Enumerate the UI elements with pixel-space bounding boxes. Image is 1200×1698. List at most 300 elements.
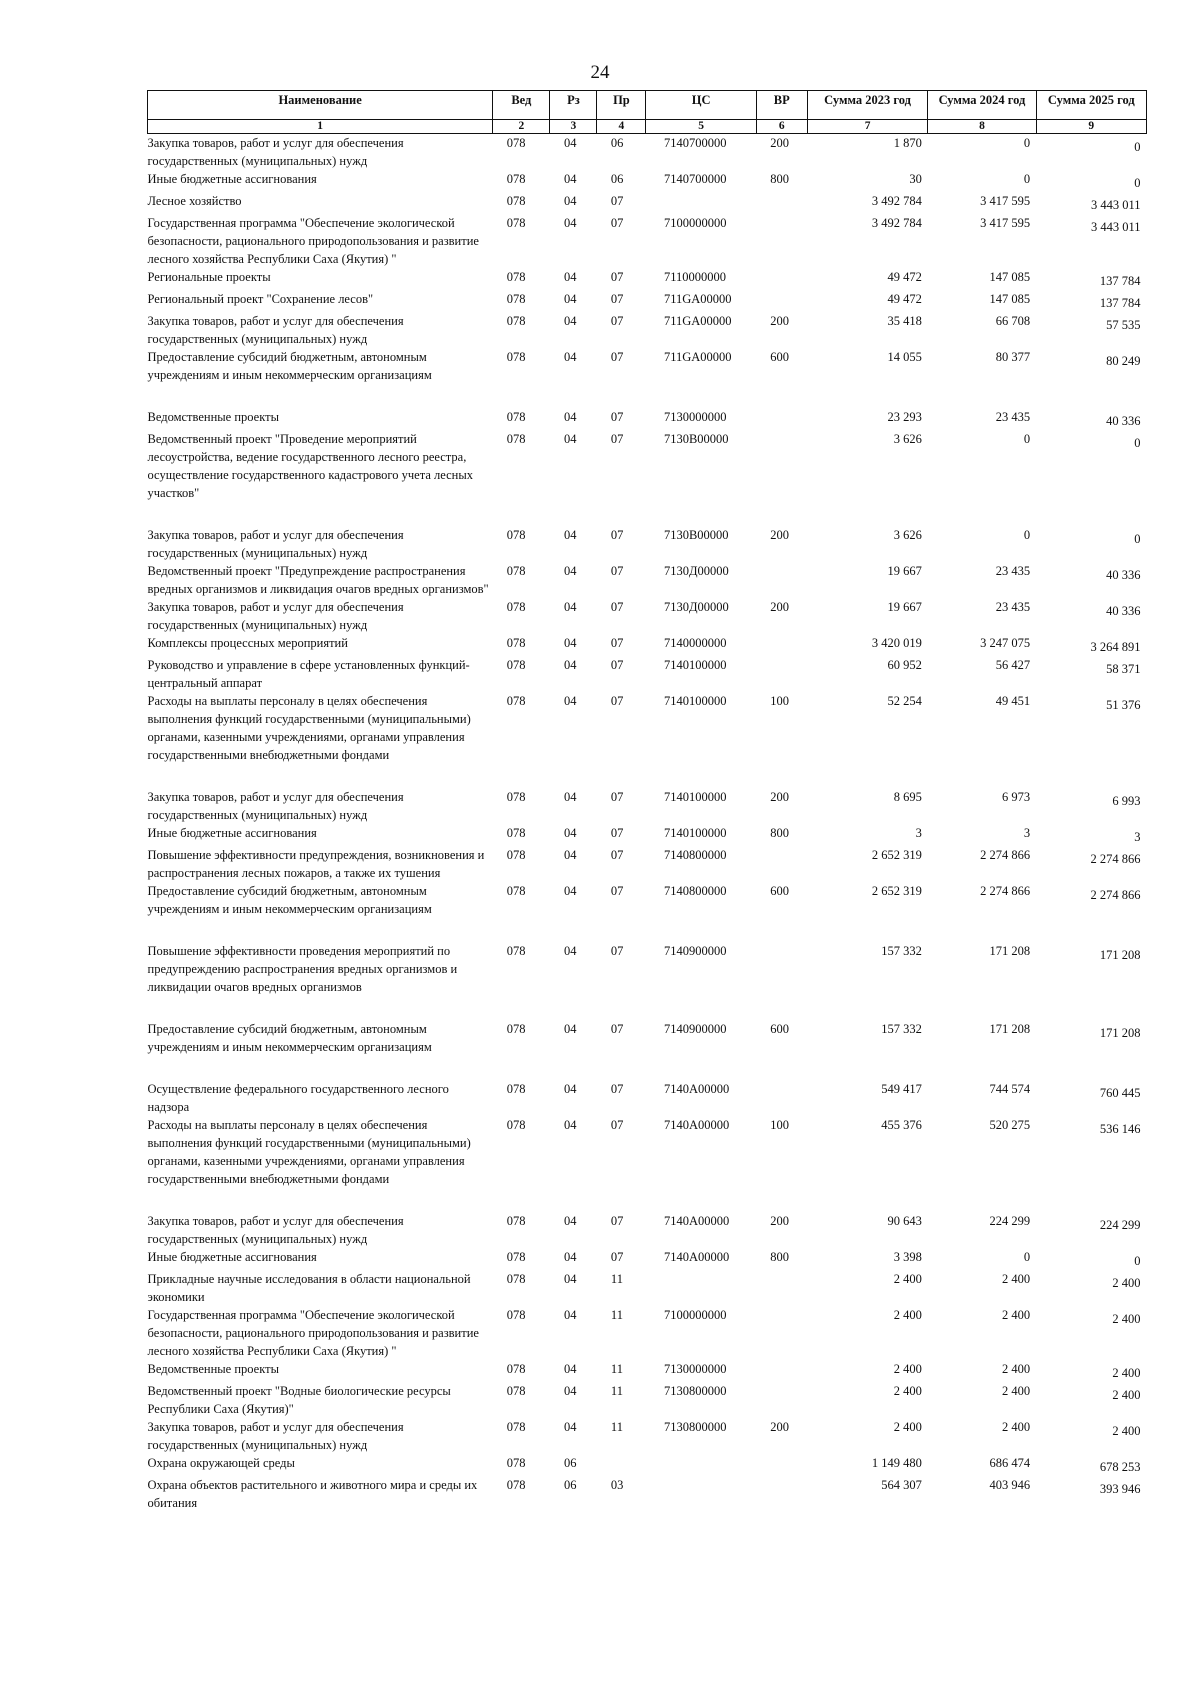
item-name: Охрана окружающей среды: [147, 1456, 295, 1470]
amount-2024: 23 435: [995, 564, 1031, 578]
spacer-cell: [148, 918, 1147, 942]
rz-code: 04: [563, 600, 577, 614]
table-row: [148, 634, 1147, 656]
header-cell: Рз: [550, 91, 597, 120]
pr-code: 07: [610, 1214, 624, 1228]
amount-2023: 2 400: [893, 1272, 922, 1286]
amount-2023: 3 398: [893, 1250, 922, 1264]
rz-code: 06: [563, 1478, 577, 1492]
item-name: Закупка товаров, работ и услуг для обеспечения государственных (муниципальных) нужд: [147, 314, 404, 346]
rz-code: 04: [563, 350, 577, 364]
vr-code: [756, 430, 807, 502]
cs-code: 7130Д00000: [663, 600, 729, 614]
row-spacer: [148, 502, 1147, 526]
ved-code: 078: [506, 1250, 526, 1264]
item-name: Ведомственный проект "Предупреждение распространения вредных организмов и ликвидация очагов вредных организмов": [147, 564, 489, 596]
amount-2024: 2 400: [1001, 1308, 1031, 1322]
amount-2025: 51 376: [1106, 698, 1141, 712]
cs-code: 7100000000: [663, 1308, 727, 1322]
page-number: 24: [590, 62, 610, 83]
amount-2023: 19 667: [887, 564, 922, 578]
column-number: 9: [1036, 120, 1146, 134]
table-row: [148, 656, 1147, 692]
amount-2024: 224 299: [989, 1214, 1031, 1228]
cs-code: 711GA00000: [663, 350, 732, 364]
vr-code: [756, 1476, 807, 1512]
vr-code: 200: [770, 528, 789, 542]
amount-2025: 171 208: [1099, 1026, 1141, 1040]
amount-2023: 549 417: [881, 1082, 922, 1096]
cs-code: [646, 1270, 756, 1306]
amount-2024: 171 208: [989, 1022, 1031, 1036]
amount-2023: 157 332: [881, 1022, 922, 1036]
amount-2025: 3 443 011: [1090, 198, 1141, 212]
amount-2025: 2 274 866: [1090, 888, 1141, 902]
item-name: Закупка товаров, работ и услуг для обеспечения государственных (муниципальных) нужд: [147, 1420, 404, 1452]
table-row: [148, 846, 1147, 882]
ved-code: 078: [506, 292, 526, 306]
amount-2023: 455 376: [881, 1118, 922, 1132]
table-row: [148, 1476, 1147, 1512]
amount-2025: 0: [1134, 532, 1141, 546]
cs-code: 7130800000: [663, 1420, 727, 1434]
amount-2023: 90 643: [887, 1214, 922, 1228]
row-spacer: [148, 764, 1147, 788]
cs-code: 7140000000: [663, 636, 727, 650]
rz-code: 06: [563, 1456, 577, 1470]
column-number: 5: [646, 120, 756, 134]
item-name: Ведомственный проект "Водные биологические ресурсы Республики Саха (Якутия)": [147, 1384, 451, 1416]
amount-2025: 393 946: [1099, 1482, 1141, 1496]
header-cell: Сумма 2023 год: [807, 91, 928, 120]
amount-2023: 3 626: [893, 528, 922, 542]
table-row: [148, 290, 1147, 312]
vr-code: [756, 1382, 807, 1418]
rz-code: 04: [563, 1308, 577, 1322]
pr-code: 07: [610, 1082, 624, 1096]
rz-code: 04: [563, 694, 577, 708]
ved-code: 078: [506, 350, 526, 364]
cs-code: 7140100000: [663, 826, 727, 840]
table-row: [148, 882, 1147, 918]
pr-code: 07: [610, 658, 624, 672]
table-row: [148, 1382, 1147, 1418]
amount-2023: 49 472: [887, 270, 922, 284]
amount-2025: 536 146: [1099, 1122, 1141, 1136]
table-row: [148, 1212, 1147, 1248]
cs-code: 7140700000: [663, 136, 727, 150]
header-cell: ЦС: [646, 91, 756, 120]
header-cell: Вед: [493, 91, 550, 120]
pr-code: [597, 1454, 646, 1476]
amount-2024: 0: [1023, 172, 1031, 186]
table-row: [148, 1080, 1147, 1116]
amount-2024: 2 400: [1001, 1272, 1031, 1286]
rz-code: 04: [563, 528, 577, 542]
rz-code: 04: [563, 790, 577, 804]
item-name: Ведомственный проект "Проведение мероприятий лесоустройства, ведение государственного лесного реестра, осуществление государственного кадастрового учета лесных участков": [147, 432, 473, 500]
item-name: Повышение эффективности проведения мероприятий по предупреждению распространения вредных организмов и ликвидации очагов вредных организмов: [147, 944, 458, 994]
ved-code: 078: [506, 172, 526, 186]
table-row: [148, 214, 1147, 268]
ved-code: 078: [506, 1022, 526, 1036]
header-cell: Наименование: [148, 91, 493, 120]
rz-code: 04: [563, 884, 577, 898]
amount-2025: 40 336: [1106, 604, 1141, 618]
header-cell: Сумма 2024 год: [928, 91, 1036, 120]
cs-code: [646, 1454, 756, 1476]
ved-code: 078: [506, 1308, 526, 1322]
item-name: Государственная программа "Обеспечение экологической безопасности, рационального природопользования и развитие лесного хозяйства Республики Саха (Якутия) ": [147, 216, 479, 266]
pr-code: 07: [610, 600, 624, 614]
ved-code: 078: [506, 194, 526, 208]
rz-code: 04: [563, 410, 577, 424]
vr-code: [756, 1270, 807, 1306]
ved-code: 078: [506, 410, 526, 424]
rz-code: 04: [563, 1250, 577, 1264]
table-row: [148, 408, 1147, 430]
vr-code: [756, 268, 807, 290]
row-spacer: [148, 918, 1147, 942]
table-row: [148, 192, 1147, 214]
vr-code: [756, 634, 807, 656]
item-name: Иные бюджетные ассигнования: [147, 1250, 317, 1264]
amount-2023: 30: [909, 172, 922, 186]
pr-code: 07: [610, 314, 624, 328]
vr-code: 600: [770, 884, 789, 898]
item-name: Закупка товаров, работ и услуг для обеспечения государственных (муниципальных) нужд: [147, 528, 404, 560]
ved-code: 078: [506, 600, 526, 614]
amount-2024: 3 247 075: [980, 636, 1031, 650]
table-row: [148, 1020, 1147, 1056]
item-name: Иные бюджетные ассигнования: [147, 172, 317, 186]
cs-code: 7130Д00000: [663, 564, 729, 578]
vr-code: [756, 1306, 807, 1360]
amount-2023: 14 055: [887, 350, 922, 364]
amount-2025: 2 274 866: [1090, 852, 1141, 866]
pr-code: 03: [610, 1478, 624, 1492]
table-row: [148, 1454, 1147, 1476]
amount-2025: 137 784: [1099, 274, 1141, 288]
cs-code: 7140800000: [663, 884, 727, 898]
amount-2024: 6 973: [1001, 790, 1031, 804]
item-name: Расходы на выплаты персоналу в целях обеспечения выполнения функций государственными (муниципальными) органами, казенными учреждениями, органами управления государственными внебюджетными фондами: [147, 1118, 471, 1186]
amount-2023: 3 492 784: [871, 194, 922, 208]
item-name: Лесное хозяйство: [147, 194, 242, 208]
rz-code: 04: [563, 172, 577, 186]
amount-2025: 137 784: [1099, 296, 1141, 310]
pr-code: 06: [610, 136, 624, 150]
pr-code: 07: [610, 194, 624, 208]
vr-code: 200: [770, 314, 789, 328]
ved-code: 078: [506, 790, 526, 804]
item-name: Руководство и управление в сфере установленных функций-центральный аппарат: [147, 658, 470, 690]
table-row: [148, 134, 1147, 171]
amount-2024: 2 400: [1001, 1420, 1031, 1434]
cs-code: 7140800000: [663, 848, 727, 862]
amount-2023: 19 667: [887, 600, 922, 614]
pr-code: 07: [610, 292, 624, 306]
table-row: [148, 312, 1147, 348]
item-name: Ведомственные проекты: [147, 1362, 280, 1376]
amount-2025: 0: [1134, 1254, 1141, 1268]
row-spacer: [148, 996, 1147, 1020]
amount-2023: 52 254: [887, 694, 922, 708]
table-row: [148, 598, 1147, 634]
pr-code: 07: [610, 410, 624, 424]
column-number: 8: [928, 120, 1036, 134]
rz-code: 04: [563, 1214, 577, 1228]
table-row: [148, 788, 1147, 824]
item-name: Предоставление субсидий бюджетным, автономным учреждениям и иным некоммерческим организациям: [147, 884, 432, 916]
rz-code: 04: [563, 292, 577, 306]
ved-code: 078: [506, 1082, 526, 1096]
amount-2025: 678 253: [1099, 1460, 1141, 1474]
pr-code: 11: [610, 1384, 623, 1398]
ved-code: 078: [506, 1384, 526, 1398]
ved-code: 078: [506, 944, 526, 958]
amount-2023: 1 870: [893, 136, 922, 150]
rz-code: 04: [563, 1082, 577, 1096]
vr-code: [756, 846, 807, 882]
item-name: Комплексы процессных мероприятий: [147, 636, 348, 650]
amount-2025: 2 400: [1112, 1312, 1141, 1326]
column-number-row: [148, 120, 1147, 134]
amount-2023: 60 952: [887, 658, 922, 672]
table-row: [148, 824, 1147, 846]
table-row: [148, 692, 1147, 764]
vr-code: 800: [770, 826, 789, 840]
cs-code: 7130000000: [663, 1362, 727, 1376]
vr-code: [756, 214, 807, 268]
column-number: 7: [807, 120, 928, 134]
ved-code: 078: [506, 314, 526, 328]
amount-2025: 58 371: [1106, 662, 1141, 676]
amount-2024: 147 085: [989, 270, 1031, 284]
rz-code: 04: [563, 564, 577, 578]
budget-table: [147, 90, 1147, 1512]
cs-code: [646, 192, 756, 214]
amount-2025: 0: [1134, 436, 1141, 450]
column-number: 3: [550, 120, 597, 134]
ved-code: 078: [506, 826, 526, 840]
amount-2025: 2 400: [1112, 1424, 1141, 1438]
table-row: [148, 1360, 1147, 1382]
spacer-cell: [148, 502, 1147, 526]
amount-2025: 171 208: [1099, 948, 1141, 962]
cs-code: 7140900000: [663, 1022, 727, 1036]
pr-code: 07: [610, 528, 624, 542]
ved-code: 078: [506, 528, 526, 542]
pr-code: 07: [610, 1118, 624, 1132]
amount-2024: 0: [1023, 528, 1031, 542]
cs-code: 7140100000: [663, 658, 727, 672]
cs-code: 7130000000: [663, 410, 727, 424]
vr-code: 100: [770, 1118, 789, 1132]
amount-2023: 3 492 784: [871, 216, 922, 230]
ved-code: 078: [506, 636, 526, 650]
table-row: [148, 1248, 1147, 1270]
item-name: Закупка товаров, работ и услуг для обеспечения государственных (муниципальных) нужд: [147, 1214, 404, 1246]
amount-2025: 2 400: [1112, 1276, 1141, 1290]
item-name: Охрана объектов растительного и животного мира и среды их обитания: [147, 1478, 478, 1510]
row-spacer: [148, 1056, 1147, 1080]
ved-code: 078: [506, 1214, 526, 1228]
amount-2023: 1 149 480: [871, 1456, 922, 1470]
amount-2023: 2 400: [893, 1420, 922, 1434]
rz-code: 04: [563, 314, 577, 328]
vr-code: 600: [770, 350, 789, 364]
pr-code: 11: [610, 1420, 623, 1434]
amount-2024: 3: [1023, 826, 1031, 840]
item-name: Расходы на выплаты персоналу в целях обеспечения выполнения функций государственными (муниципальными) органами, казенными учреждениями, органами управления государственными внебюджетными фондами: [147, 694, 471, 762]
vr-code: [756, 1454, 807, 1476]
item-name: Закупка товаров, работ и услуг для обеспечения государственных (муниципальных) нужд: [147, 790, 404, 822]
amount-2023: 3 626: [893, 432, 922, 446]
spacer-cell: [148, 996, 1147, 1020]
amount-2024: 744 574: [989, 1082, 1031, 1096]
item-name: Ведомственные проекты: [147, 410, 280, 424]
amount-2024: 686 474: [989, 1456, 1031, 1470]
rz-code: 04: [563, 636, 577, 650]
table-row: [148, 348, 1147, 384]
header-cell: Пр: [597, 91, 646, 120]
pr-code: 07: [610, 270, 624, 284]
vr-code: [756, 1080, 807, 1116]
amount-2025: 80 249: [1106, 354, 1141, 368]
vr-code: 800: [770, 172, 789, 186]
amount-2024: 0: [1023, 136, 1031, 150]
table-row: [148, 942, 1147, 996]
header-cell: Сумма 2025 год: [1036, 91, 1146, 120]
item-name: Закупка товаров, работ и услуг для обеспечения государственных (муниципальных) нужд: [147, 136, 404, 168]
row-spacer: [148, 384, 1147, 408]
cs-code: 7140100000: [663, 694, 727, 708]
ved-code: 078: [506, 658, 526, 672]
ved-code: 078: [506, 136, 526, 150]
cs-code: 711GA00000: [663, 292, 732, 306]
pr-code: 11: [610, 1272, 623, 1286]
vr-code: 200: [770, 790, 789, 804]
amount-2023: 157 332: [881, 944, 922, 958]
amount-2024: 80 377: [995, 350, 1031, 364]
column-number: 2: [493, 120, 550, 134]
ved-code: 078: [506, 1456, 526, 1470]
vr-code: 200: [770, 1420, 789, 1434]
rz-code: 04: [563, 136, 577, 150]
pr-code: 07: [610, 564, 624, 578]
table-row: [148, 170, 1147, 192]
amount-2024: 2 274 866: [980, 884, 1031, 898]
pr-code: 07: [610, 636, 624, 650]
pr-code: 07: [610, 1250, 624, 1264]
item-name: Осуществление федерального государственного лесного надзора: [147, 1082, 449, 1114]
amount-2025: 40 336: [1106, 568, 1141, 582]
amount-2025: 57 535: [1106, 318, 1141, 332]
amount-2023: 2 400: [893, 1362, 922, 1376]
amount-2025: 3 264 891: [1090, 640, 1141, 654]
amount-2024: 0: [1023, 1250, 1031, 1264]
amount-2023: 35 418: [887, 314, 922, 328]
header-row: [148, 91, 1147, 120]
vr-code: [756, 1360, 807, 1382]
pr-code: 07: [610, 432, 624, 446]
vr-code: 800: [770, 1250, 789, 1264]
amount-2024: 49 451: [995, 694, 1031, 708]
amount-2023: 2 652 319: [871, 884, 922, 898]
amount-2023: 23 293: [887, 410, 922, 424]
rz-code: 04: [563, 826, 577, 840]
pr-code: 11: [610, 1362, 623, 1376]
amount-2024: 3 417 595: [980, 194, 1031, 208]
vr-code: [756, 562, 807, 598]
amount-2023: 2 652 319: [871, 848, 922, 862]
cs-code: 7130В00000: [663, 432, 729, 446]
rz-code: 04: [563, 1022, 577, 1036]
cs-code: 7140А00000: [663, 1250, 730, 1264]
ved-code: 078: [506, 694, 526, 708]
rz-code: 04: [563, 432, 577, 446]
vr-code: [756, 290, 807, 312]
amount-2024: 520 275: [989, 1118, 1031, 1132]
column-number: 6: [756, 120, 807, 134]
ved-code: 078: [506, 848, 526, 862]
item-name: Повышение эффективности предупреждения, возникновения и распространения лесных пожаров, а также их тушения: [147, 848, 485, 880]
amount-2025: 3 443 011: [1090, 220, 1141, 234]
vr-code: 100: [770, 694, 789, 708]
cs-code: 711GA00000: [663, 314, 732, 328]
spacer-cell: [148, 1188, 1147, 1212]
cs-code: 7140700000: [663, 172, 727, 186]
amount-2025: 0: [1134, 176, 1141, 190]
rz-code: 04: [563, 1384, 577, 1398]
spacer-cell: [148, 764, 1147, 788]
spacer-cell: [148, 1056, 1147, 1080]
table-header: [148, 91, 1147, 134]
amount-2023: 49 472: [887, 292, 922, 306]
amount-2023: 564 307: [881, 1478, 922, 1492]
vr-code: [756, 408, 807, 430]
item-name: Закупка товаров, работ и услуг для обеспечения государственных (муниципальных) нужд: [147, 600, 404, 632]
amount-2024: 2 400: [1001, 1384, 1031, 1398]
vr-code: [756, 192, 807, 214]
amount-2023: 3: [915, 826, 922, 840]
header-cell: ВР: [756, 91, 807, 120]
ved-code: 078: [506, 1118, 526, 1132]
cs-code: 7130800000: [663, 1384, 727, 1398]
ved-code: 078: [506, 564, 526, 578]
amount-2024: 171 208: [989, 944, 1031, 958]
vr-code: [756, 942, 807, 996]
rz-code: 04: [563, 944, 577, 958]
vr-code: 200: [770, 600, 789, 614]
table-row: [148, 1306, 1147, 1360]
pr-code: 07: [610, 790, 624, 804]
ved-code: 078: [506, 1362, 526, 1376]
amount-2025: 760 445: [1099, 1086, 1141, 1100]
amount-2025: 0: [1134, 140, 1141, 154]
item-name: Региональные проекты: [147, 270, 271, 284]
pr-code: 06: [610, 172, 624, 186]
table-body: [148, 134, 1147, 1513]
pr-code: 07: [610, 884, 624, 898]
rz-code: 04: [563, 848, 577, 862]
rz-code: 04: [563, 194, 577, 208]
pr-code: 07: [610, 350, 624, 364]
cs-code: 7140А00000: [663, 1214, 730, 1228]
amount-2025: 3: [1134, 830, 1141, 844]
amount-2024: 23 435: [995, 600, 1031, 614]
